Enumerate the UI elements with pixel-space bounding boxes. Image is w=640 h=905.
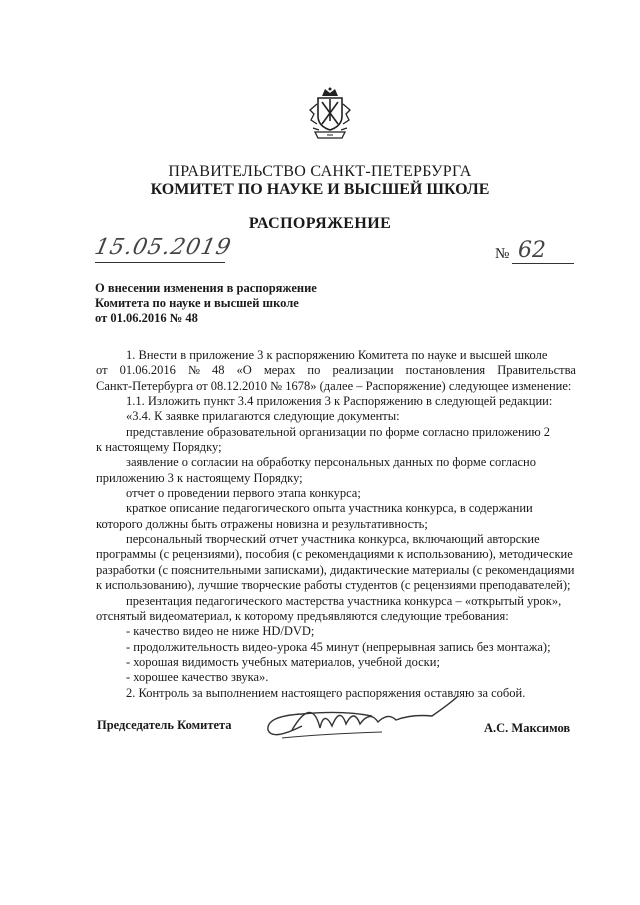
paragraph-line: персональный творческий отчет участника конкурса, включающий авторские [126,532,540,547]
date-underline [95,262,225,263]
paragraph-line: краткое описание педагогического опыта участника конкурса, в содержании [126,501,533,516]
word: постановления [405,363,486,378]
handwritten-signature [262,686,472,746]
document-subject [95,281,317,326]
st-petersburg-coat-of-arms-icon [305,86,355,144]
government-title: ПРАВИТЕЛЬСТВО САНКТ-ПЕТЕРБУРГА [168,163,472,180]
paragraph-line: которого должны быть отражены новизна и результативность; [96,516,428,531]
paragraph-line: к использованию), лучшие творческие работы студентов (с рецензиями преподавателей); [96,578,571,593]
word: Правительства [497,363,576,378]
subject-line: О внесении изменения в распоряжение [95,281,317,295]
paragraph-line: приложению 3 к настоящему Порядку; [96,470,303,485]
list-item: - хорошая видимость учебных материалов, учебной доски; [126,654,440,669]
committee-title: КОМИТЕТ ПО НАУКЕ И ВЫСШЕЙ ШКОЛЕ [150,181,490,198]
document-type: РАСПОРЯЖЕНИЕ [248,215,392,232]
word: по [307,363,321,378]
document-number: 62 [518,238,546,263]
paragraph-line: презентация педагогического мастерства участника конкурса – «открытый урок», [126,593,562,608]
document-body [96,348,576,701]
paragraph-line: разработки (с пояснительными записками), дидактические материалы (с рекомендациями [96,562,575,577]
number-underline [512,263,574,264]
paragraph-line: к настоящему Порядку; [96,440,222,455]
paragraph-line: программы (с рецензиями), пособия (с рекомендациями к использованию), методические [96,547,573,562]
paragraph-line: отчет о проведении первого этапа конкурса; [126,486,361,501]
subject-line: Комитета по науке и высшей школе [95,296,299,310]
paragraph-line: «3.4. К заявке прилагаются следующие документы: [126,409,400,424]
subject-line: от 01.06.2016 № 48 [95,311,198,325]
word: реализации [332,363,394,378]
word: «О [236,363,252,378]
paragraph-line: отснятый видеоматериал, к которому предъявляются следующие требования: [96,608,509,623]
list-item: - хорошее качество звука». [126,670,269,685]
signatory-name: А.С. Максимов [484,721,571,735]
signatory-position: Председатель Комитета [97,718,232,732]
list-item: - качество видео не ниже HD/DVD; [126,624,315,639]
word: мерах [263,363,296,378]
paragraph-line: представление образовательной организации по форме согласно приложению 2 [126,424,551,439]
number-label: № [495,246,510,262]
paragraph-line: заявление о согласии на обработку персональных данных по форме согласно [126,455,536,470]
word: 01.06.2016 [119,363,176,378]
paragraph-line-justified [96,363,576,378]
word: № [187,363,200,378]
paragraph-line: 1.1. Изложить пункт 3.4 приложения 3 к Распоряжению в следующей редакции: [126,394,553,409]
word: 48 [211,363,225,378]
word: от [96,363,108,378]
paragraph-line: 2. Контроль за выполнением настоящего распоряжения оставляю за собой. [126,685,526,700]
paragraph-line: 1. Внести в приложение 3 к распоряжению Комитета по науке и высшей школе [126,348,548,362]
paragraph-line: Санкт-Петербурга от 08.12.2010 № 1678» (далее – Распоряжение) следующее изменение: [96,378,572,393]
list-item: - продолжительность видео-урока 45 минут (непрерывная запись без монтажа); [126,639,551,654]
document-date: 15.05.2019 [92,235,234,260]
